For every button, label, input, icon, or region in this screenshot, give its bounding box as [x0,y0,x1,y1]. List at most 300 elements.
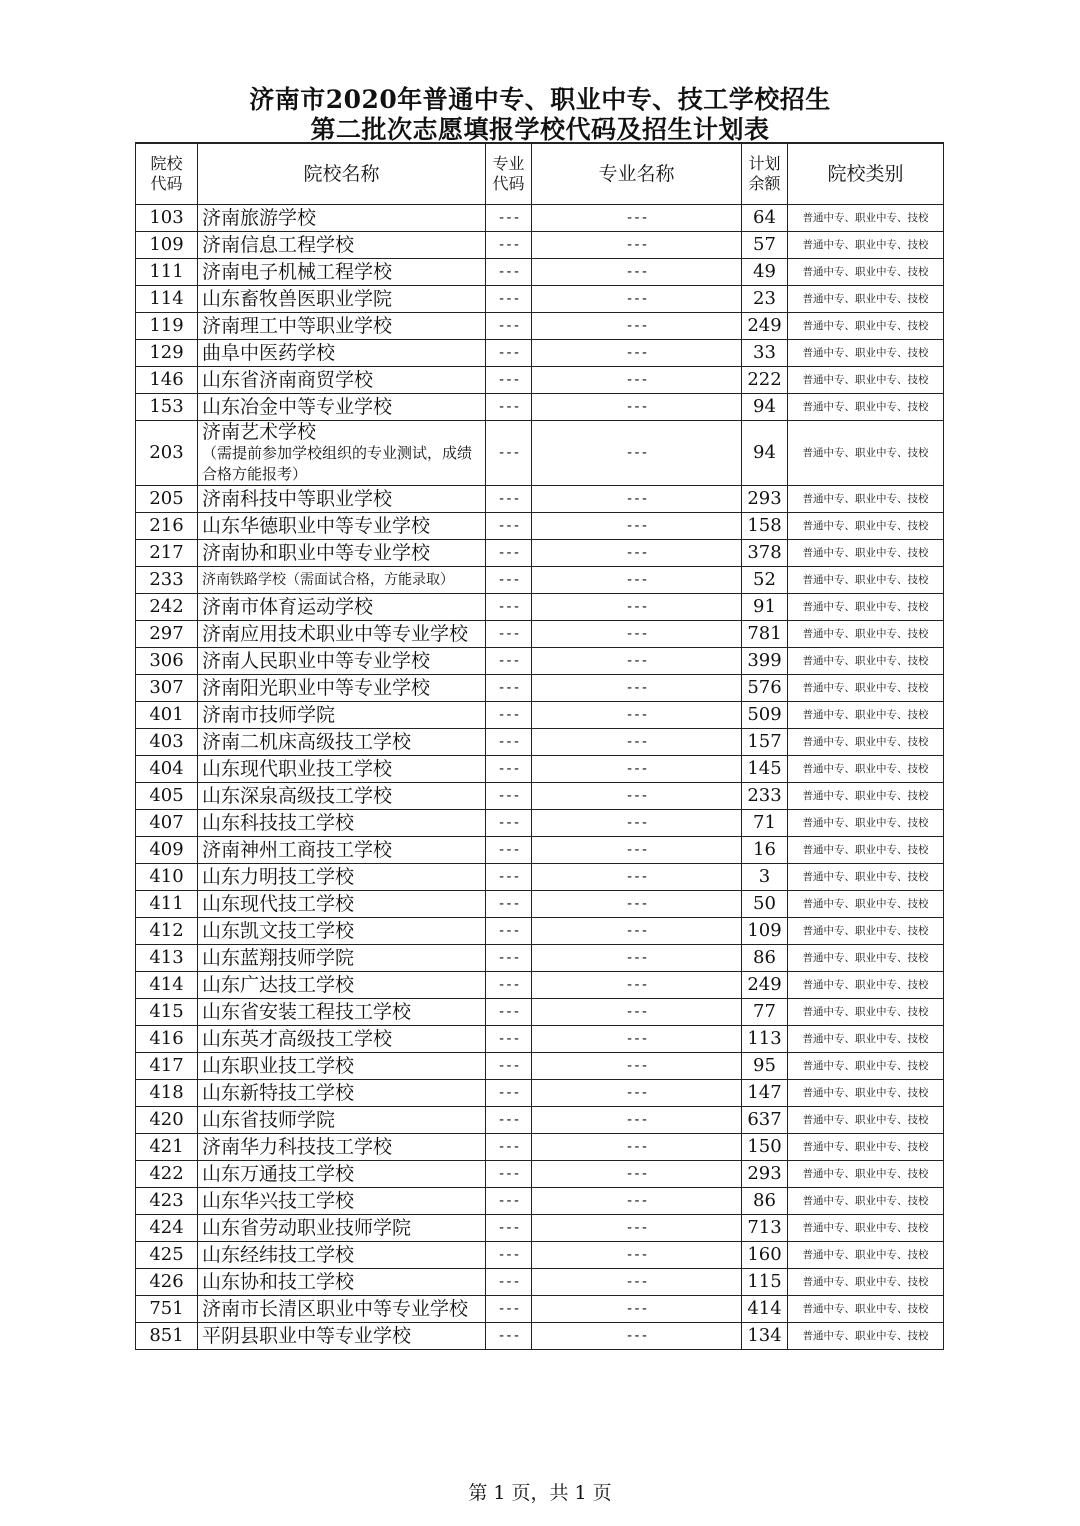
table-row [136,1269,944,1296]
major-name-cell: --- [532,313,742,340]
major-name-cell: --- [532,702,742,729]
school-type-cell: 普通中专、职业中专、技校 [788,594,944,621]
plan-remaining-cell: 222 [742,367,788,394]
school-type-cell: 普通中专、职业中专、技校 [788,205,944,232]
plan-remaining-cell: 293 [742,1161,788,1188]
plan-remaining-cell: 16 [742,837,788,864]
school-name-cell: 山东广达技工学校 [198,972,486,999]
major-name-cell: --- [532,675,742,702]
school-name-cell: 山东万通技工学校 [198,1161,486,1188]
school-code-cell: 410 [136,864,198,891]
table-row [136,540,944,567]
plan-remaining-cell: 293 [742,486,788,513]
table-row [136,1215,944,1242]
school-type-cell: 普通中专、职业中专、技校 [788,1107,944,1134]
school-type-cell: 普通中专、职业中专、技校 [788,621,944,648]
document-title-line2: 第二批次志愿填报学校代码及招生计划表 [310,115,770,144]
school-code-cell: 411 [136,891,198,918]
table-row [136,864,944,891]
school-name-cell: 济南市技师学院 [198,702,486,729]
major-name-cell: --- [532,594,742,621]
table-row [136,1161,944,1188]
school-code-cell: 851 [136,1323,198,1350]
plan-remaining-cell: 509 [742,702,788,729]
school-code-cell: 417 [136,1053,198,1080]
major-code-cell: --- [486,486,532,513]
school-name-cell: 济南旅游学校 [198,205,486,232]
major-name-cell: --- [532,864,742,891]
school-type-cell: 普通中专、职业中专、技校 [788,286,944,313]
table-row [136,394,944,421]
major-code-cell: --- [486,1080,532,1107]
plan-remaining-cell: 49 [742,259,788,286]
table-row [136,756,944,783]
school-name-cell: 济南协和职业中等专业学校 [198,540,486,567]
major-name-cell: --- [532,394,742,421]
school-name-cell: 山东职业技工学校 [198,1053,486,1080]
school-type-cell: 普通中专、职业中专、技校 [788,1188,944,1215]
school-code-cell: 412 [136,918,198,945]
school-type-cell: 普通中专、职业中专、技校 [788,486,944,513]
school-code-cell: 420 [136,1107,198,1134]
school-type-cell: 普通中专、职业中专、技校 [788,1134,944,1161]
plan-remaining-cell: 91 [742,594,788,621]
table-row [136,1188,944,1215]
enrollment-plan-table [135,142,944,1350]
school-name-cell: 山东省济南商贸学校 [198,367,486,394]
plan-remaining-cell: 52 [742,567,788,594]
school-name-cell: 山东畜牧兽医职业学院 [198,286,486,313]
major-code-cell: --- [486,421,532,486]
school-name-cell: 济南理工中等职业学校 [198,313,486,340]
school-code-cell: 421 [136,1134,198,1161]
school-code-cell: 416 [136,1026,198,1053]
table-row [136,648,944,675]
school-name-cell: 山东深泉高级技工学校 [198,783,486,810]
header-major-name: 专业名称 [532,143,742,205]
school-name-note: （需提前参加学校组织的专业测试，成绩合格方能报考） [202,444,473,483]
major-code-cell: --- [486,918,532,945]
school-name-cell: 济南二机床高级技工学校 [198,729,486,756]
major-name-cell: --- [532,1107,742,1134]
school-name-cell: 山东现代技工学校 [198,891,486,918]
school-name-cell: 山东新特技工学校 [198,1080,486,1107]
major-code-cell: --- [486,567,532,594]
school-type-cell: 普通中专、职业中专、技校 [788,232,944,259]
major-code-cell: --- [486,729,532,756]
table-row [136,1134,944,1161]
table-row [136,486,944,513]
major-code-cell: --- [486,702,532,729]
major-code-cell: --- [486,1026,532,1053]
plan-remaining-cell: 414 [742,1296,788,1323]
table-row [136,232,944,259]
plan-remaining-cell: 23 [742,286,788,313]
major-code-cell: --- [486,340,532,367]
major-name-cell: --- [532,756,742,783]
plan-remaining-cell: 115 [742,1269,788,1296]
major-name-cell: --- [532,1134,742,1161]
school-code-cell: 424 [136,1215,198,1242]
major-name-cell: --- [532,486,742,513]
school-name-cell: 济南人民职业中等专业学校 [198,648,486,675]
table-header-row [136,143,944,205]
school-code-cell: 425 [136,1242,198,1269]
school-code-cell: 423 [136,1188,198,1215]
school-code-cell: 422 [136,1161,198,1188]
major-code-cell: --- [486,1107,532,1134]
major-name-cell: --- [532,367,742,394]
school-type-cell: 普通中专、职业中专、技校 [788,648,944,675]
school-type-cell: 普通中专、职业中专、技校 [788,513,944,540]
table-row [136,567,944,594]
major-code-cell: --- [486,1296,532,1323]
school-name-cell: 山东经纬技工学校 [198,1242,486,1269]
school-name-cell: 济南科技中等职业学校 [198,486,486,513]
major-name-cell: --- [532,1053,742,1080]
table-row [136,1242,944,1269]
major-name-cell: --- [532,540,742,567]
school-code-cell: 297 [136,621,198,648]
school-code-cell: 242 [136,594,198,621]
page-footer: 第 1 页，共 1 页 [468,1482,612,1504]
plan-remaining-cell: 50 [742,891,788,918]
major-name-cell: --- [532,999,742,1026]
header-major-code: 专业 代码 [486,143,532,205]
plan-remaining-cell: 57 [742,232,788,259]
school-name-cell: 济南市长清区职业中等专业学校 [198,1296,486,1323]
school-name-cell: 济南信息工程学校 [198,232,486,259]
school-code-cell: 203 [136,421,198,486]
school-code-cell: 415 [136,999,198,1026]
major-code-cell: --- [486,1215,532,1242]
school-name-cell: 山东英才高级技工学校 [198,1026,486,1053]
plan-remaining-cell: 249 [742,972,788,999]
table-row [136,729,944,756]
school-code-cell: 217 [136,540,198,567]
major-code-cell: --- [486,232,532,259]
major-code-cell: --- [486,621,532,648]
table-row [136,1026,944,1053]
table-row [136,1053,944,1080]
school-type-cell: 普通中专、职业中专、技校 [788,837,944,864]
school-name-cell [198,421,486,486]
table-row [136,945,944,972]
plan-remaining-cell: 378 [742,540,788,567]
major-code-cell: --- [486,286,532,313]
plan-remaining-cell: 64 [742,205,788,232]
school-type-cell: 普通中专、职业中专、技校 [788,1323,944,1350]
major-name-cell: --- [532,1215,742,1242]
table-row [136,1107,944,1134]
table-row [136,259,944,286]
table-row [136,1296,944,1323]
school-type-cell: 普通中专、职业中专、技校 [788,756,944,783]
major-code-cell: --- [486,313,532,340]
school-code-cell: 413 [136,945,198,972]
header-school-code: 院校 代码 [136,143,198,205]
school-name-cell: 济南市体育运动学校 [198,594,486,621]
school-type-cell: 普通中专、职业中专、技校 [788,340,944,367]
header-plan-remaining: 计划 余额 [742,143,788,205]
major-name-cell: --- [532,232,742,259]
plan-remaining-cell: 150 [742,1134,788,1161]
plan-remaining-cell: 781 [742,621,788,648]
plan-remaining-cell: 109 [742,918,788,945]
plan-remaining-cell: 77 [742,999,788,1026]
school-name-cell: 济南华力科技技工学校 [198,1134,486,1161]
major-code-cell: --- [486,1323,532,1350]
table-row [136,999,944,1026]
school-name-cell: 济南电子机械工程学校 [198,259,486,286]
major-name-cell: --- [532,891,742,918]
major-name-cell: --- [532,205,742,232]
header-school-name: 院校名称 [198,143,486,205]
table-row [136,783,944,810]
school-name-cell: 山东省技师学院 [198,1107,486,1134]
table-row [136,367,944,394]
school-name-cell: 济南铁路学校（需面试合格，方能录取） [198,567,486,594]
table-row [136,313,944,340]
school-code-cell: 103 [136,205,198,232]
major-name-cell: --- [532,286,742,313]
plan-remaining-cell: 33 [742,340,788,367]
school-name-cell: 曲阜中医药学校 [198,340,486,367]
school-code-cell: 111 [136,259,198,286]
document-title-line1: 济南市2020年普通中专、职业中专、技工学校招生 [249,85,831,114]
major-name-cell: --- [532,945,742,972]
major-name-cell: --- [532,972,742,999]
school-type-cell: 普通中专、职业中专、技校 [788,702,944,729]
school-name-cell: 山东华德职业中等专业学校 [198,513,486,540]
school-code-cell: 109 [136,232,198,259]
major-code-cell: --- [486,513,532,540]
major-code-cell: --- [486,783,532,810]
major-name-cell: --- [532,837,742,864]
school-type-cell: 普通中专、职业中专、技校 [788,783,944,810]
major-code-cell: --- [486,205,532,232]
major-name-cell: --- [532,1161,742,1188]
school-name-cell: 山东省安装工程技工学校 [198,999,486,1026]
major-name-cell: --- [532,513,742,540]
plan-remaining-cell: 399 [742,648,788,675]
school-type-cell: 普通中专、职业中专、技校 [788,675,944,702]
school-type-cell: 普通中专、职业中专、技校 [788,567,944,594]
plan-remaining-cell: 233 [742,783,788,810]
table-row [136,810,944,837]
school-type-cell: 普通中专、职业中专、技校 [788,945,944,972]
school-type-cell: 普通中专、职业中专、技校 [788,1080,944,1107]
table-row [136,421,944,486]
plan-remaining-cell: 94 [742,394,788,421]
school-type-cell: 普通中专、职业中专、技校 [788,918,944,945]
school-name-cell: 山东现代职业技工学校 [198,756,486,783]
school-name: 济南艺术学校 [202,421,317,443]
major-name-cell: --- [532,918,742,945]
school-type-cell: 普通中专、职业中专、技校 [788,421,944,486]
major-name-cell: --- [532,259,742,286]
plan-remaining-cell: 95 [742,1053,788,1080]
plan-remaining-cell: 160 [742,1242,788,1269]
school-name-cell: 山东华兴技工学校 [198,1188,486,1215]
plan-remaining-cell: 94 [742,421,788,486]
plan-remaining-cell: 157 [742,729,788,756]
school-type-cell: 普通中专、职业中专、技校 [788,1296,944,1323]
school-type-cell: 普通中专、职业中专、技校 [788,999,944,1026]
school-type-cell: 普通中专、职业中专、技校 [788,1269,944,1296]
school-name-cell: 山东冶金中等专业学校 [198,394,486,421]
table-row [136,1080,944,1107]
major-code-cell: --- [486,810,532,837]
major-code-cell: --- [486,1188,532,1215]
major-code-cell: --- [486,1242,532,1269]
school-name-cell: 山东凯文技工学校 [198,918,486,945]
major-code-cell: --- [486,648,532,675]
school-name-cell: 山东力明技工学校 [198,864,486,891]
major-name-cell: --- [532,567,742,594]
school-code-cell: 146 [136,367,198,394]
school-code-cell: 233 [136,567,198,594]
school-name-cell: 济南阳光职业中等专业学校 [198,675,486,702]
major-name-cell: --- [532,340,742,367]
school-code-cell: 418 [136,1080,198,1107]
major-code-cell: --- [486,999,532,1026]
major-code-cell: --- [486,864,532,891]
major-code-cell: --- [486,1161,532,1188]
major-name-cell: --- [532,1188,742,1215]
major-name-cell: --- [532,810,742,837]
table-row [136,205,944,232]
table-row [136,702,944,729]
plan-remaining-cell: 3 [742,864,788,891]
school-name-cell: 山东科技技工学校 [198,810,486,837]
major-code-cell: --- [486,891,532,918]
school-code-cell: 404 [136,756,198,783]
plan-remaining-cell: 249 [742,313,788,340]
school-type-cell: 普通中专、职业中专、技校 [788,972,944,999]
table-row [136,513,944,540]
school-code-cell: 205 [136,486,198,513]
major-name-cell: --- [532,621,742,648]
school-code-cell: 306 [136,648,198,675]
table-row [136,837,944,864]
table-row [136,621,944,648]
major-code-cell: --- [486,972,532,999]
school-type-cell: 普通中专、职业中专、技校 [788,1026,944,1053]
plan-remaining-cell: 158 [742,513,788,540]
school-code-cell: 129 [136,340,198,367]
school-type-cell: 普通中专、职业中专、技校 [788,1215,944,1242]
table-row [136,1323,944,1350]
school-type-cell: 普通中专、职业中专、技校 [788,1161,944,1188]
school-type-cell: 普通中专、职业中专、技校 [788,810,944,837]
school-code-cell: 407 [136,810,198,837]
plan-remaining-cell: 86 [742,1188,788,1215]
plan-remaining-cell: 134 [742,1323,788,1350]
school-type-cell: 普通中专、职业中专、技校 [788,367,944,394]
school-code-cell: 307 [136,675,198,702]
school-name-cell: 济南应用技术职业中等专业学校 [198,621,486,648]
school-code-cell: 405 [136,783,198,810]
school-name-cell: 平阴县职业中等专业学校 [198,1323,486,1350]
school-type-cell: 普通中专、职业中专、技校 [788,891,944,918]
major-code-cell: --- [486,837,532,864]
plan-remaining-cell: 637 [742,1107,788,1134]
header-school-type: 院校类别 [788,143,944,205]
major-code-cell: --- [486,367,532,394]
school-code-cell: 114 [136,286,198,313]
school-type-cell: 普通中专、职业中专、技校 [788,540,944,567]
plan-remaining-cell: 86 [742,945,788,972]
major-name-cell: --- [532,1323,742,1350]
major-code-cell: --- [486,1269,532,1296]
school-name-cell: 山东蓝翔技师学院 [198,945,486,972]
table-row [136,594,944,621]
school-type-cell: 普通中专、职业中专、技校 [788,259,944,286]
major-code-cell: --- [486,1134,532,1161]
major-code-cell: --- [486,594,532,621]
plan-remaining-cell: 147 [742,1080,788,1107]
major-code-cell: --- [486,540,532,567]
major-code-cell: --- [486,945,532,972]
school-code-cell: 119 [136,313,198,340]
table-row [136,675,944,702]
major-name-cell: --- [532,1026,742,1053]
plan-remaining-cell: 713 [742,1215,788,1242]
school-name-cell: 山东省劳动职业技师学院 [198,1215,486,1242]
school-code-cell: 751 [136,1296,198,1323]
school-type-cell: 普通中专、职业中专、技校 [788,1053,944,1080]
major-code-cell: --- [486,675,532,702]
plan-remaining-cell: 113 [742,1026,788,1053]
table-row [136,286,944,313]
school-name-cell: 济南神州工商技工学校 [198,837,486,864]
school-type-cell: 普通中专、职业中专、技校 [788,394,944,421]
table-row [136,340,944,367]
major-name-cell: --- [532,1296,742,1323]
major-code-cell: --- [486,394,532,421]
plan-remaining-cell: 576 [742,675,788,702]
major-name-cell: --- [532,783,742,810]
school-code-cell: 409 [136,837,198,864]
school-type-cell: 普通中专、职业中专、技校 [788,729,944,756]
plan-remaining-cell: 71 [742,810,788,837]
school-name-cell: 山东协和技工学校 [198,1269,486,1296]
plan-remaining-cell: 145 [742,756,788,783]
school-type-cell: 普通中专、职业中专、技校 [788,1242,944,1269]
major-code-cell: --- [486,1053,532,1080]
major-name-cell: --- [532,1080,742,1107]
school-type-cell: 普通中专、职业中专、技校 [788,313,944,340]
major-name-cell: --- [532,421,742,486]
major-name-cell: --- [532,1242,742,1269]
school-code-cell: 414 [136,972,198,999]
table-body [136,205,944,1350]
school-code-cell: 216 [136,513,198,540]
school-code-cell: 426 [136,1269,198,1296]
major-code-cell: --- [486,259,532,286]
major-name-cell: --- [532,648,742,675]
major-name-cell: --- [532,729,742,756]
table-row [136,918,944,945]
table-row [136,891,944,918]
school-code-cell: 153 [136,394,198,421]
school-code-cell: 403 [136,729,198,756]
school-code-cell: 401 [136,702,198,729]
major-name-cell: --- [532,1269,742,1296]
table-row [136,972,944,999]
major-code-cell: --- [486,756,532,783]
